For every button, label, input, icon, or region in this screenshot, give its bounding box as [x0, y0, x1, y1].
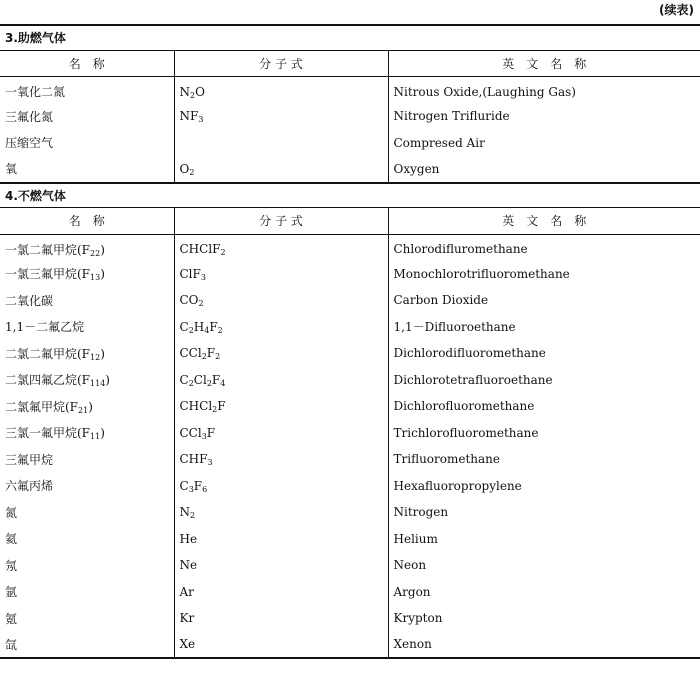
- formula-cell: [174, 234, 388, 261]
- subscript: 2: [206, 378, 212, 388]
- text-segment: CCl: [179, 425, 202, 440]
- subscript: 114: [90, 379, 106, 389]
- continued-label: (续表): [659, 3, 694, 17]
- text-segment: F: [209, 319, 218, 334]
- subscript: 3: [200, 272, 206, 282]
- text-segment: ): [100, 242, 105, 257]
- section-title: 4.不燃气体: [0, 183, 700, 208]
- section-title: 3.助燃气体: [0, 25, 700, 50]
- text-segment: CHClF: [179, 242, 221, 256]
- table-row: [0, 261, 700, 288]
- gas-name-cell: [0, 287, 174, 314]
- formula-cell: [174, 605, 388, 632]
- column-header-name: 名 称: [0, 50, 174, 77]
- text-segment: 压缩空气: [5, 136, 54, 151]
- formula-cell: [174, 77, 388, 104]
- table-row: [0, 605, 700, 632]
- gas-name-cell: [0, 526, 174, 553]
- subscript: 2: [217, 325, 223, 335]
- formula-cell: [174, 552, 388, 579]
- english-name-cell: Xenon: [388, 632, 700, 659]
- subscript: 2: [220, 248, 226, 257]
- gas-name-cell: [0, 632, 174, 659]
- english-name-cell: Neon: [388, 552, 700, 579]
- text-segment: 二氯四氟乙烷(F: [5, 373, 91, 388]
- text-segment: 一氯二氟甲烷(F: [5, 242, 91, 257]
- english-name-cell: Argon: [388, 579, 700, 606]
- table-section: [0, 183, 700, 659]
- table-row: [0, 156, 700, 183]
- formula-cell: [174, 473, 388, 500]
- text-segment: 六氟丙烯: [5, 479, 54, 494]
- text-segment: NF: [179, 109, 199, 124]
- subscript: 6: [202, 484, 208, 494]
- text-segment: Ar: [179, 584, 194, 599]
- english-name-cell: Compresed Air: [388, 130, 700, 157]
- text-segment: 氪: [5, 611, 18, 626]
- text-segment: C: [179, 372, 189, 387]
- formula-cell: [174, 367, 388, 394]
- subscript: 4: [220, 378, 226, 388]
- section-title-row: [0, 183, 700, 208]
- formula-cell: [174, 103, 388, 130]
- gas-name-cell: [0, 156, 174, 183]
- text-segment: Ne: [179, 558, 198, 573]
- english-name-cell: Dichlorodifluoromethane: [388, 340, 700, 367]
- formula-cell: [174, 287, 388, 314]
- text-segment: ClF: [179, 266, 201, 281]
- english-name-cell: Monochlorotrifluoromethane: [388, 261, 700, 288]
- text-segment: F: [217, 399, 226, 414]
- text-segment: N: [179, 84, 190, 99]
- gas-name-cell: [0, 103, 174, 130]
- text-segment: ): [88, 399, 93, 414]
- text-segment: CHF: [179, 452, 208, 467]
- subscript: 12: [90, 352, 101, 362]
- english-name-cell: Nitrogen: [388, 499, 700, 526]
- text-segment: ): [105, 373, 110, 388]
- text-segment: 三氟化氮: [5, 109, 54, 124]
- text-segment: 三氟甲烷: [5, 452, 54, 467]
- english-name-cell: Trichlorofluoromethane: [388, 420, 700, 447]
- column-header-formula: 分 子 式: [174, 50, 388, 77]
- table-row: [0, 552, 700, 579]
- subscript: 13: [90, 273, 101, 283]
- text-segment: O: [179, 161, 190, 176]
- text-segment: Xe: [179, 637, 196, 652]
- subscript: 2: [212, 405, 218, 415]
- text-segment: C: [179, 478, 189, 493]
- table-row: [0, 632, 700, 659]
- text-segment: 氖: [5, 558, 18, 573]
- gas-name-cell: [0, 367, 174, 394]
- subscript: 2: [201, 352, 207, 362]
- formula-cell: [174, 261, 388, 288]
- gas-name-cell: [0, 340, 174, 367]
- gas-name-cell: [0, 393, 174, 420]
- table-row: [0, 420, 700, 447]
- table-row: [0, 340, 700, 367]
- subscript: 3: [188, 484, 194, 494]
- english-name-cell: Helium: [388, 526, 700, 553]
- column-header-english: 英 文 名 称: [388, 208, 700, 235]
- text-segment: Kr: [179, 611, 195, 626]
- formula-cell: [174, 156, 388, 183]
- gas-name-cell: [0, 446, 174, 473]
- text-segment: 氧: [5, 162, 18, 177]
- column-header-english: 英 文 名 称: [388, 50, 700, 77]
- subscript: 3: [201, 431, 207, 441]
- text-segment: ): [100, 346, 105, 361]
- text-segment: 氙: [5, 637, 18, 652]
- subscript: 21: [78, 405, 89, 415]
- column-header-formula: 分 子 式: [174, 208, 388, 235]
- gas-name-cell: [0, 499, 174, 526]
- subscript: 2: [189, 167, 195, 177]
- subscript: 22: [90, 248, 101, 258]
- formula-cell: [174, 579, 388, 606]
- subscript: 11: [90, 432, 101, 442]
- text-segment: 氦: [5, 532, 18, 547]
- column-header-row: [0, 50, 700, 77]
- gas-name-cell: [0, 605, 174, 632]
- table-row: [0, 446, 700, 473]
- gas-table: [0, 24, 700, 659]
- text-segment: C: [179, 319, 189, 334]
- text-segment: 二氯氟甲烷(F: [5, 399, 79, 414]
- table-row: [0, 393, 700, 420]
- gas-name-cell: [0, 473, 174, 500]
- text-segment: 氩: [5, 585, 18, 600]
- subscript: 4: [204, 325, 210, 335]
- column-header-row: [0, 208, 700, 235]
- text-segment: ): [100, 267, 105, 282]
- english-name-cell: Dichlorotetrafluoroethane: [388, 367, 700, 394]
- formula-cell: [174, 526, 388, 553]
- english-name-cell: Trifluoromethane: [388, 446, 700, 473]
- text-segment: F: [206, 346, 216, 361]
- text-segment: 二氯二氟甲烷(F: [5, 346, 91, 361]
- english-name-cell: Nitrogen Trifluride: [388, 103, 700, 130]
- table-row: [0, 499, 700, 526]
- gas-table-container: [0, 24, 700, 659]
- english-name-cell: Dichlorofluoromethane: [388, 393, 700, 420]
- table-row: [0, 234, 700, 261]
- text-segment: CO: [179, 293, 199, 308]
- gas-name-cell: [0, 77, 174, 104]
- text-segment: Cl: [193, 372, 207, 387]
- text-segment: He: [179, 531, 198, 546]
- english-name-cell: Chlorodifluromethane: [388, 234, 700, 261]
- text-segment: 一氯三氟甲烷(F: [5, 267, 91, 282]
- text-segment: 二氧化碳: [5, 293, 54, 308]
- english-name-cell: Hexafluoropropylene: [388, 473, 700, 500]
- text-segment: O: [195, 84, 205, 99]
- table-row: [0, 130, 700, 157]
- text-segment: ): [100, 426, 105, 441]
- subscript: 2: [215, 352, 221, 362]
- formula-cell: [174, 446, 388, 473]
- text-segment: 一氧化二氮: [5, 85, 66, 99]
- text-segment: N: [179, 505, 190, 520]
- formula-cell: [174, 420, 388, 447]
- table-row: [0, 287, 700, 314]
- formula-cell: [174, 499, 388, 526]
- formula-cell: [174, 314, 388, 341]
- english-name-cell: 1,1－Difluoroethane: [388, 314, 700, 341]
- table-section: [0, 25, 700, 183]
- subscript: 3: [198, 115, 204, 125]
- subscript: 2: [188, 378, 194, 388]
- english-name-cell: Krypton: [388, 605, 700, 632]
- text-segment: F: [193, 478, 203, 493]
- english-name-cell: Oxygen: [388, 156, 700, 183]
- text-segment: F: [211, 372, 221, 387]
- formula-cell: [174, 393, 388, 420]
- formula-cell: [174, 340, 388, 367]
- table-row: [0, 367, 700, 394]
- column-header-name: 名 称: [0, 208, 174, 235]
- table-row: [0, 103, 700, 130]
- gas-name-cell: [0, 261, 174, 288]
- table-row: [0, 579, 700, 606]
- gas-name-cell: [0, 234, 174, 261]
- text-segment: 氮: [5, 505, 18, 520]
- text-segment: 1,1－二氟乙烷: [5, 320, 85, 335]
- gas-name-cell: [0, 130, 174, 157]
- gas-name-cell: [0, 552, 174, 579]
- text-segment: CCl: [179, 346, 202, 361]
- gas-name-cell: [0, 314, 174, 341]
- text-segment: F: [206, 425, 216, 440]
- subscript: 3: [207, 458, 213, 468]
- gas-name-cell: [0, 420, 174, 447]
- formula-cell: [174, 632, 388, 659]
- subscript: 2: [190, 511, 196, 521]
- gas-name-cell: [0, 579, 174, 606]
- subscript: 2: [190, 90, 196, 100]
- text-segment: H: [193, 319, 205, 334]
- subscript: 2: [188, 325, 194, 335]
- table-row: [0, 314, 700, 341]
- english-name-cell: Nitrous Oxide,(Laughing Gas): [388, 77, 700, 104]
- subscript: 2: [198, 299, 204, 309]
- text-segment: 三氯一氟甲烷(F: [5, 426, 91, 441]
- section-title-row: [0, 25, 700, 50]
- table-row: [0, 473, 700, 500]
- english-name-cell: Carbon Dioxide: [388, 287, 700, 314]
- table-row: [0, 526, 700, 553]
- table-row: [0, 77, 700, 104]
- formula-cell: [174, 130, 388, 157]
- text-segment: CHCl: [179, 399, 213, 414]
